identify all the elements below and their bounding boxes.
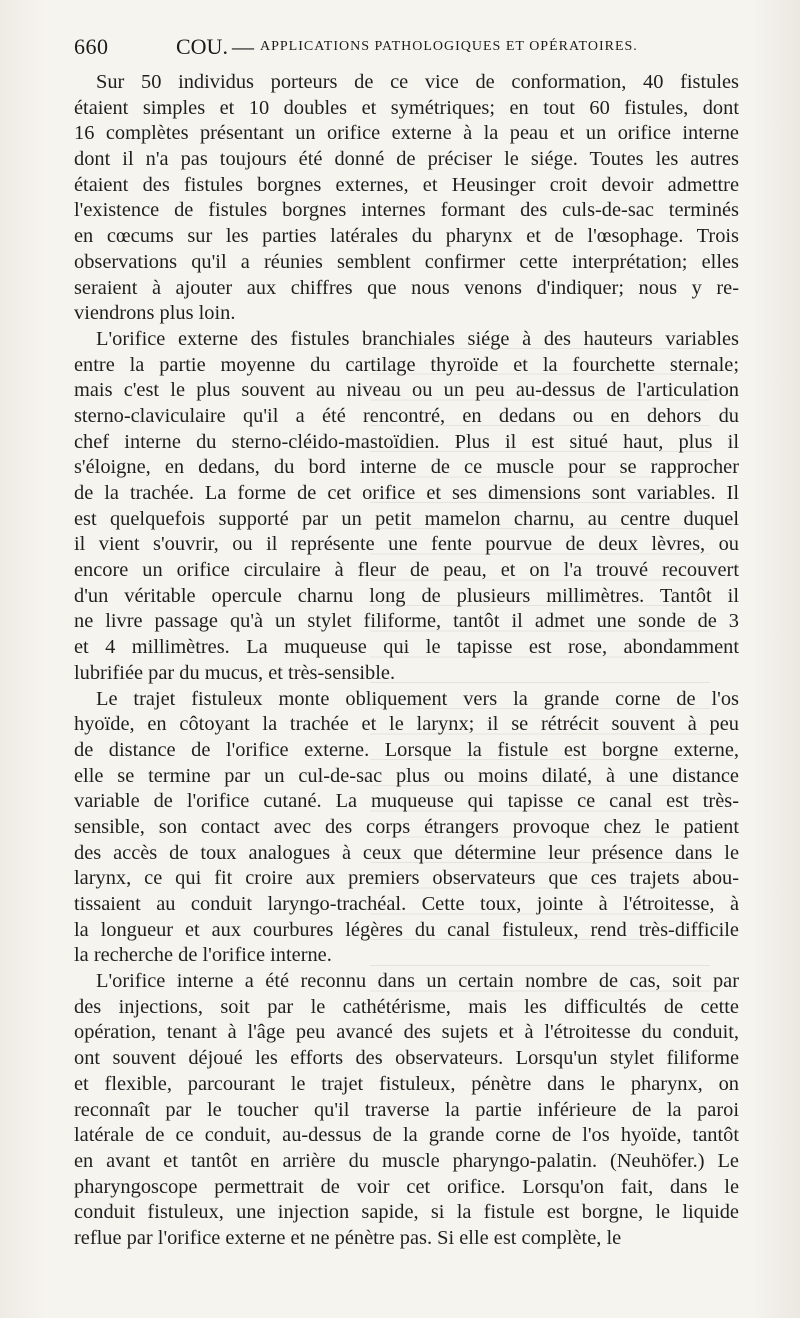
text-line: Sur 50 individus porteurs de ce vice de conformation, 40 fistules (96, 71, 739, 93)
text-line: tissaient au conduit laryngo-trachéal. Cette toux, jointe à l'étroitesse, à (74, 893, 739, 915)
text-line: L'orifice interne a été reconnu dans un certain nombre de cas, soit par (96, 970, 739, 993)
text-line: en avant et tantôt en arrière du muscle pharyngo-palatin. (Neuhöfer.) Le (74, 1149, 739, 1172)
running-subtitle: APPLICATIONS PATHOLOGIQUES ET OPÉRATOIRES. (260, 39, 638, 54)
text-line: lubrifiée par du mucus, et très-sensible. (74, 661, 396, 684)
text-line: elle se termine par un cul-de-sac plus ou moins dilaté, à une distance (74, 764, 739, 787)
page-number: 660 (74, 34, 109, 59)
running-title: COU. (176, 34, 228, 59)
paragraph (74, 687, 739, 970)
text-line: L'orifice externe des fistules branchiales siége à des hauteurs variables (96, 327, 739, 350)
text-line: étaient des fistules borgnes externes, et Heusinger croit devoir admettre (74, 173, 739, 196)
text-line: des accès de toux analogues à ceux que détermine leur présence dans le (74, 841, 739, 864)
text-line: de la trachée. La forme de cet orifice et ses dimensions sont variables. Il (74, 482, 739, 504)
text-line: latérale de ce conduit, au-dessus de la grande corne de l'os hyoïde, tantôt (74, 1124, 739, 1147)
body-text (74, 70, 739, 1252)
text-line: ne livre passage qu'à un stylet filiforme, tantôt il admet une sonde de 3 (74, 610, 739, 633)
text-line: chef interne du sterno-cléido-mastoïdien. Plus il est situé haut, plus il (74, 430, 739, 453)
text-line: conduit fistuleux, une injection sapide, si la fistule est borgne, le liquide (74, 1201, 739, 1224)
text-line: sensible, son contact avec des corps étrangers provoque chez le patient (74, 815, 739, 838)
text-line: s'éloigne, en dedans, du bord interne de ce muscle pour se rapprocher (74, 456, 739, 479)
text-line: étaient simples et 10 doubles et symétriques; en tout 60 fistules, dont (74, 96, 739, 119)
text-line: ont souvent déjoué les efforts des observateurs. Lorsqu'un stylet filiforme (74, 1047, 739, 1070)
text-line: opération, tenant à l'âge peu avancé des sujets et à l'étroitesse du conduit, (74, 1021, 739, 1044)
text-line: hyoïde, en côtoyant la trachée et le larynx; il se rétrécit souvent à peu (74, 713, 739, 736)
text-line: larynx, ce qui fit croire aux premiers observateurs que ces trajets abou- (74, 867, 739, 890)
text-line: et 4 millimètres. La muqueuse qui le tapisse est rose, abondamment (74, 636, 739, 659)
text-line: mais c'est le plus souvent au niveau ou un peu au-dessus de l'articulation (74, 379, 739, 402)
text-line: seraient à ajouter aux chiffres que nous venons d'indiquer; nous y re- (74, 276, 739, 299)
running-header (74, 34, 734, 64)
text-line: viendrons plus loin. (74, 302, 236, 325)
text-line: entre la partie moyenne du cartilage thyroïde et la fourchette sternale; (74, 353, 739, 376)
text-line: de distance de l'orifice externe. Lorsque la fistule est borgne externe, (74, 738, 739, 761)
text-line: Le trajet fistuleux monte obliquement vers la grande corne de l'os (96, 687, 739, 710)
text-line: reflue par l'orifice externe et ne pénètre pas. Si elle est complète, le (74, 1226, 622, 1249)
paragraph (74, 70, 739, 327)
text-line: l'existence de fistules borgnes internes formant des culs-de-sac terminés (74, 199, 739, 222)
text-line: variable de l'orifice cutané. La muqueuse qui tapisse ce canal est très- (74, 790, 739, 813)
text-line: des injections, soit par le cathétérisme, mais les difficultés de cette (74, 995, 739, 1018)
text-line: il vient s'ouvrir, ou il représente une fente pourvue de deux lèvres, ou (74, 533, 739, 556)
text-line: et flexible, parcourant le trajet fistuleux, pénètre dans le pharynx, on (74, 1072, 739, 1095)
paragraph (74, 969, 739, 1252)
text-line: en cœcums sur les parties latérales du pharynx et de l'œsophage. Trois (74, 225, 739, 248)
text-line: observations qu'il a réunies semblent confirmer cette interprétation; elles (74, 250, 739, 273)
text-line: reconnaît par le toucher qu'il traverse la partie inférieure de la paroi (74, 1098, 739, 1121)
paragraph (74, 327, 739, 687)
text-line: la recherche de l'orifice interne. (74, 944, 332, 967)
text-line: la longueur et aux courbures légères du canal fistuleux, rend très-difficile (74, 918, 739, 941)
text-line: 16 complètes présentant un orifice externe à la peau et un orifice interne (74, 122, 739, 145)
text-line: encore un orifice circulaire à fleur de peau, et on l'a trouvé recouvert (74, 559, 739, 582)
text-line: sterno-claviculaire qu'il a été rencontré, en dedans ou en dehors du (74, 404, 739, 427)
text-line: est quelquefois supporté par un petit mamelon charnu, au centre duquel (74, 507, 739, 530)
text-line: d'un véritable opercule charnu long de plusieurs millimètres. Tantôt il (74, 584, 739, 607)
header-dash: — (232, 34, 254, 59)
text-line: pharyngoscope permettrait de voir cet orifice. Lorsqu'on fait, dans le (74, 1175, 739, 1198)
text-line: dont il n'a pas toujours été donné de préciser le siége. Toutes les autres (74, 148, 739, 171)
